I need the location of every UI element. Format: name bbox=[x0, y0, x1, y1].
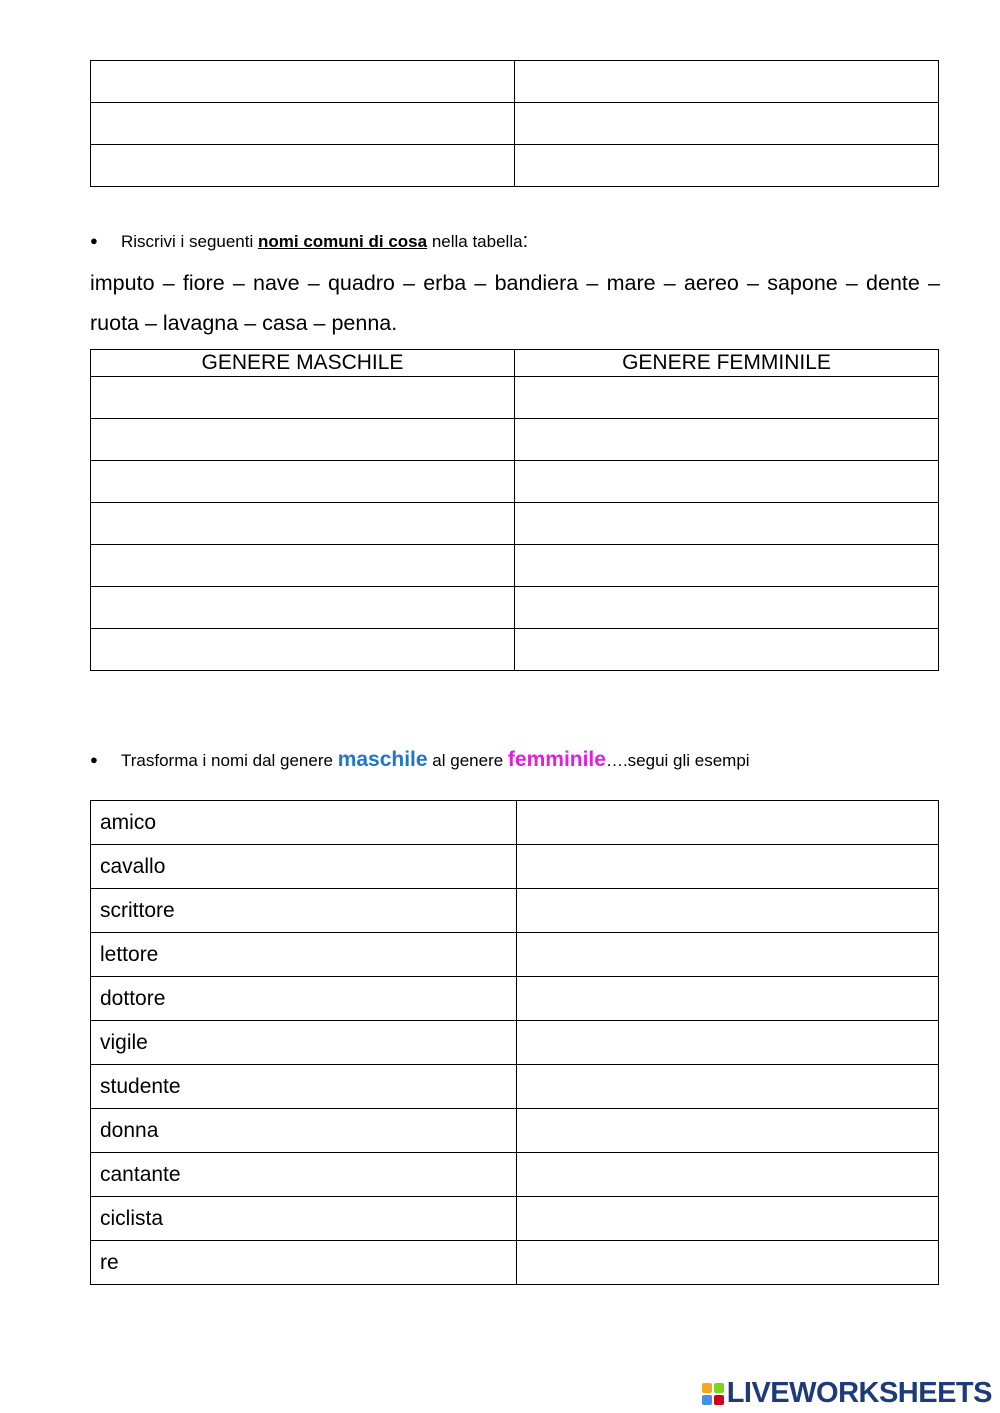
femminile-answer-cell[interactable] bbox=[515, 545, 939, 587]
answer-cell[interactable] bbox=[91, 61, 515, 103]
masculine-word: amico bbox=[91, 801, 517, 845]
feminine-answer-cell[interactable] bbox=[517, 845, 939, 889]
gender-table bbox=[90, 349, 939, 671]
feminine-answer-cell[interactable] bbox=[517, 1153, 939, 1197]
feminine-answer-cell[interactable] bbox=[517, 1065, 939, 1109]
top-empty-table bbox=[90, 60, 939, 187]
table-row bbox=[91, 377, 939, 419]
masculine-word: cantante bbox=[91, 1153, 517, 1197]
maschile-answer-cell[interactable] bbox=[91, 545, 515, 587]
maschile-answer-cell[interactable] bbox=[91, 419, 515, 461]
masculine-word: donna bbox=[91, 1109, 517, 1153]
logo-text: LIVEWORKSHEETS bbox=[726, 1377, 992, 1409]
femminile-answer-cell[interactable] bbox=[515, 377, 939, 419]
transform-table bbox=[90, 800, 939, 1285]
maschile-answer-cell[interactable] bbox=[91, 377, 515, 419]
answer-cell[interactable] bbox=[91, 103, 515, 145]
table-row bbox=[91, 545, 939, 587]
word-list: imputo – fiore – nave – quadro – erba – bandiera – mare – aereo – sapone – dente – ruota – lavagna – casa – penna. bbox=[90, 271, 940, 335]
instruction-keyword: nomi comuni di cosa bbox=[258, 232, 428, 251]
table-row bbox=[91, 145, 939, 187]
table-row bbox=[91, 61, 939, 103]
header-maschile: GENERE MASCHILE bbox=[91, 350, 515, 377]
maschile-answer-cell[interactable] bbox=[91, 587, 515, 629]
masculine-word: re bbox=[91, 1241, 517, 1285]
masculine-word: cavallo bbox=[91, 845, 517, 889]
table-row bbox=[91, 461, 939, 503]
table-row bbox=[91, 977, 939, 1021]
masculine-word: dottore bbox=[91, 977, 517, 1021]
masculine-word: lettore bbox=[91, 933, 517, 977]
word-maschile: maschile bbox=[337, 748, 428, 771]
masculine-word: ciclista bbox=[91, 1197, 517, 1241]
header-femminile: GENERE FEMMINILE bbox=[515, 350, 939, 377]
masculine-word: scrittore bbox=[91, 889, 517, 933]
feminine-answer-cell[interactable] bbox=[517, 889, 939, 933]
table-row bbox=[91, 1065, 939, 1109]
masculine-word: vigile bbox=[91, 1021, 517, 1065]
masculine-word: studente bbox=[91, 1065, 517, 1109]
table-row bbox=[91, 629, 939, 671]
table-row bbox=[91, 1021, 939, 1065]
liveworksheets-logo bbox=[702, 1377, 992, 1410]
feminine-answer-cell[interactable] bbox=[517, 1021, 939, 1065]
femminile-answer-cell[interactable] bbox=[515, 419, 939, 461]
table-row bbox=[91, 419, 939, 461]
bullet-icon: ● bbox=[90, 233, 98, 248]
femminile-answer-cell[interactable] bbox=[515, 587, 939, 629]
instruction-nomi-comuni: ● Riscrivi i seguenti nomi comuni di cosa nella tabella: bbox=[90, 230, 529, 252]
table-row bbox=[91, 1197, 939, 1241]
table-row bbox=[91, 503, 939, 545]
logo-tiles-icon bbox=[702, 1383, 724, 1405]
maschile-answer-cell[interactable] bbox=[91, 629, 515, 671]
maschile-answer-cell[interactable] bbox=[91, 503, 515, 545]
feminine-answer-cell[interactable] bbox=[517, 977, 939, 1021]
feminine-answer-cell[interactable] bbox=[517, 933, 939, 977]
table-row bbox=[91, 587, 939, 629]
answer-cell[interactable] bbox=[515, 145, 939, 187]
table-row bbox=[91, 1241, 939, 1285]
answer-cell[interactable] bbox=[91, 145, 515, 187]
feminine-answer-cell[interactable] bbox=[517, 1197, 939, 1241]
bullet-icon: ● bbox=[90, 752, 98, 767]
instruction-trasforma: ● Trasforma i nomi dal genere maschile al genere femminile….segui gli esempi bbox=[90, 748, 750, 771]
feminine-answer-cell[interactable] bbox=[517, 1109, 939, 1153]
answer-cell[interactable] bbox=[515, 103, 939, 145]
table-row bbox=[91, 1109, 939, 1153]
femminile-answer-cell[interactable] bbox=[515, 629, 939, 671]
femminile-answer-cell[interactable] bbox=[515, 503, 939, 545]
feminine-answer-cell[interactable] bbox=[517, 801, 939, 845]
answer-cell[interactable] bbox=[515, 61, 939, 103]
table-row bbox=[91, 933, 939, 977]
maschile-answer-cell[interactable] bbox=[91, 461, 515, 503]
word-femminile: femminile bbox=[507, 748, 606, 771]
femminile-answer-cell[interactable] bbox=[515, 461, 939, 503]
table-row bbox=[91, 103, 939, 145]
table-row bbox=[91, 889, 939, 933]
table-row bbox=[91, 845, 939, 889]
feminine-answer-cell[interactable] bbox=[517, 1241, 939, 1285]
table-row bbox=[91, 1153, 939, 1197]
table-row bbox=[91, 801, 939, 845]
